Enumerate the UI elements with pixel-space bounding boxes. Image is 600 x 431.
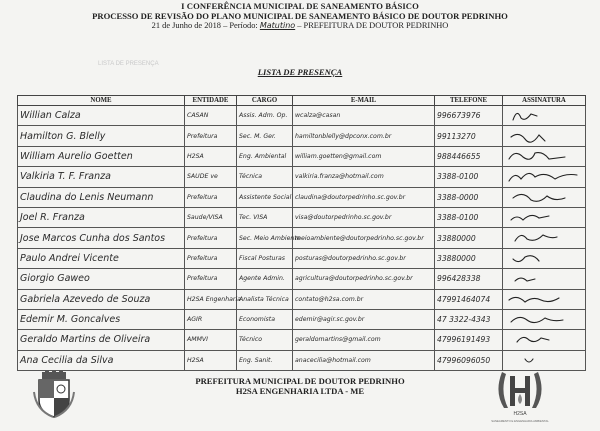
cell-email: meioambiente@doutorpedrinho.sc.gov.br [293,228,435,248]
table-row [18,330,586,350]
cell-entidade: AMMVI [185,330,237,350]
cell-telefone: 3388-0100 [435,167,503,187]
signature-scribble [505,249,585,268]
cell-email: geraldomartins@gmail.com [293,330,435,350]
cell-entidade: Prefeitura [185,126,237,146]
period-value: Matutino [259,21,296,30]
col-header-assinatura: ASSINATURA [503,96,586,106]
cell-cargo: Técnica [237,167,293,187]
cell-entidade: H2SA [185,350,237,370]
table-row [18,207,586,227]
col-header-entidade: ENTIDADE [185,96,237,106]
cell-cargo: Assis. Adm. Op. [237,106,293,126]
cell-nome: Gabriela Azevedo de Souza [18,289,185,309]
signature-cell [503,269,586,289]
cell-cargo: Eng. Sanit. [237,350,293,370]
cell-telefone: 47 3322-4343 [435,309,503,329]
cell-nome: Edemir M. Goncalves [18,309,185,329]
cell-nome: Willian Calza [18,106,185,126]
cell-nome: Geraldo Martins de Oliveira [18,330,185,350]
cell-entidade: AGIR [185,309,237,329]
signature-scribble [505,290,585,309]
signature-cell [503,126,586,146]
signature-cell [503,207,586,227]
table-row [18,167,586,187]
table-header-row [18,96,586,106]
cell-email: hamiltonblelly@dpconx.com.br [293,126,435,146]
table-row [18,228,586,248]
cell-nome: Giorgio Gaweo [18,269,185,289]
signature-cell [503,309,586,329]
signature-scribble [505,167,585,186]
cell-entidade: Prefeitura [185,228,237,248]
table-row [18,106,586,126]
cell-telefone: 47991464074 [435,289,503,309]
cell-cargo: Fiscal Posturas [237,248,293,268]
cell-telefone: 33880000 [435,228,503,248]
cell-nome: Hamilton G. Blelly [18,126,185,146]
document-header [0,2,600,31]
cell-email: wcalza@casan [293,106,435,126]
col-header-cargo: CARGO [237,96,293,106]
cell-nome: Claudina do Lenis Neumann [18,187,185,207]
h2sa-logo-icon [490,368,550,431]
signature-cell [503,167,586,187]
cell-email: visa@doutorpedrinho.sc.gov.br [293,207,435,227]
table-row [18,146,586,166]
cell-entidade: Prefeitura [185,187,237,207]
cell-email: claudina@doutorpedrinho.sc.gov.br [293,187,435,207]
table-row [18,309,586,329]
cell-email: posturas@doutorpedrinho.sc.gov.br [293,248,435,268]
cell-entidade: H2SA [185,146,237,166]
cell-nome: Joel R. Franza [18,207,185,227]
process-title: PROCESSO DE REVISÃO DO PLANO MUNICIPAL DE SANEAMENTO BÁSICO DE DOUTOR PEDRINHO [92,10,508,21]
attendance-table [17,95,586,371]
cell-cargo: Agente Admin. [237,269,293,289]
signature-scribble [505,269,585,288]
cell-telefone: 99113270 [435,126,503,146]
logo-tagline: SANEAMENTO E ENGENHARIA AMBIENTAL [491,419,549,423]
cell-cargo: Economista [237,309,293,329]
col-header-nome: NOME [18,96,185,106]
cell-telefone: 3388-0000 [435,187,503,207]
col-header-telefone: TELEFONE [435,96,503,106]
faint-note: LISTA DE PRESENÇA [98,61,159,67]
cell-telefone: 996673976 [435,106,503,126]
signature-cell [503,146,586,166]
table-row [18,289,586,309]
cell-cargo: Sec. M. Ger. [237,126,293,146]
cell-nome: Jose Marcos Cunha dos Santos [18,228,185,248]
cell-telefone: 47996191493 [435,330,503,350]
col-header-email: E-MAIL [293,96,435,106]
cell-telefone: 33880000 [435,248,503,268]
cell-entidade: SAUDE ve [185,167,237,187]
cell-nome: Valkiria T. F. Franza [18,167,185,187]
signature-scribble [505,330,585,349]
cell-telefone: 996428338 [435,269,503,289]
signature-scribble [505,229,585,248]
signature-cell [503,248,586,268]
table-row [18,248,586,268]
cell-email: william.goetten@gmail.com [293,146,435,166]
signature-scribble [505,208,585,227]
cell-nome: William Aurelio Goetten [18,146,185,166]
cell-telefone: 988446655 [435,146,503,166]
list-title: LISTA DE PRESENÇA [257,67,343,77]
logo-brand: H2SA [513,411,527,417]
signature-cell [503,106,586,126]
cell-email: edemir@agir.sc.gov.br [293,309,435,329]
table-row [18,126,586,146]
cell-entidade: H2SA Engenharia [185,289,237,309]
signature-scribble [505,310,585,329]
cell-nome: Ana Cecilia da Silva [18,350,185,370]
table-row [18,269,586,289]
signature-scribble [505,106,585,125]
cell-telefone: 3388-0100 [435,207,503,227]
signature-scribble [505,188,585,207]
cell-telefone: 47996096050 [435,350,503,370]
cell-cargo: Assistente Social [237,187,293,207]
cell-cargo: Técnico [237,330,293,350]
cell-entidade: Saude/VISA [185,207,237,227]
signature-cell [503,330,586,350]
conference-title: I CONFERÊNCIA MUNICIPAL DE SANEAMENTO BÁSICO [181,1,419,11]
footer-h2sa: H2SA ENGENHARIA LTDA - ME [235,386,365,396]
cell-email: valkiria.franza@hotmail.com [293,167,435,187]
signature-cell [503,289,586,309]
cell-entidade: Prefeitura [185,269,237,289]
signature-scribble [505,147,585,166]
cell-nome: Paulo Andrei Vicente [18,248,185,268]
signature-cell [503,228,586,248]
signature-scribble [505,127,585,146]
cell-cargo: Sec. Meio Ambiente [237,228,293,248]
cell-email: anacecilia@hotmail.com [293,350,435,370]
cell-cargo: Eng. Ambiental [237,146,293,166]
cell-entidade: CASAN [185,106,237,126]
footer-prefeitura: PREFEITURA MUNICIPAL DE DOUTOR PEDRINHO [195,376,405,386]
cell-cargo: Analista Técnica [237,289,293,309]
cell-email: contato@h2sa.com.br [293,289,435,309]
organizer-suffix: – PREFEITURA DE DOUTOR PEDRINHO [297,21,449,30]
date-prefix: 21 de Junho de 2018 – Período: [151,21,258,30]
table-row [18,187,586,207]
cell-email: agricultura@doutorpedrinho.sc.gov.br [293,269,435,289]
signature-cell [503,187,586,207]
date-period-line [0,21,600,31]
cell-cargo: Tec. VISA [237,207,293,227]
cell-entidade: Prefeitura [185,248,237,268]
